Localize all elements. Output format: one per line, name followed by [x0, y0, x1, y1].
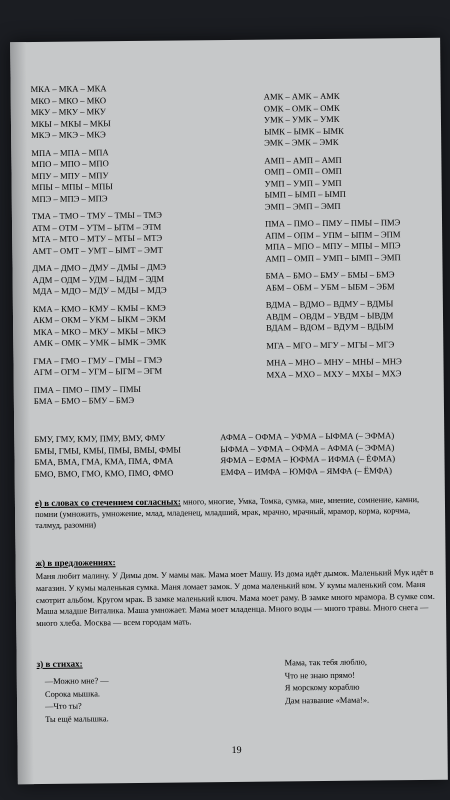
syllable-line: АКМ – ОКМ – УКМ – ЫКМ – ЭКМ	[32, 313, 166, 326]
syllable-line: ВДАМ – ВДОМ – ВДУМ – ВДЫМ	[266, 321, 394, 333]
section-e-words: много, многие, Умка, Томка, сумка, мне, мнение, сомнение, камни, помни (умножить, умножение, млад, младенец, младший, мрак, мрачно, мрачный, мрамор, корма, корчма, талмуд, разомни)	[35, 495, 420, 531]
syllable-line: МДА – МДО – МДУ – МДЫ – МДЭ	[32, 284, 167, 297]
syllable-line: АВДМ – ОВДМ – УВДМ – ЫВДМ	[265, 309, 394, 322]
syllable-group	[32, 261, 222, 297]
syllable-line: ПМА – ПМО – ПМУ – ПМЫ – ПМЭ	[264, 217, 401, 229]
syllable-line: АМП – АМП – АМП	[264, 154, 342, 166]
syllable-line: АГМ – ОГМ – УГМ – ЫГМ – ЭГМ	[33, 365, 163, 378]
poem-line: Сорока мышка.	[44, 688, 101, 699]
syllable-line: ЭМП – ЭМП – ЭМП	[264, 200, 341, 212]
poem-line: —Можно мне? —	[44, 676, 109, 686]
syllable-line: МПА – МПО – МПУ – МПЫ – МПЭ	[265, 240, 401, 252]
syllable-line: ЫМП – ЫМП – ЫМП	[264, 188, 347, 200]
section-z-title: з) в стихах:	[36, 658, 83, 670]
syllable-line: АМП – ОМП – УМП – ЫМП – ЭМП	[265, 251, 401, 264]
poem-left	[45, 674, 196, 726]
syllable-line: АПМ – ОПМ – УПМ – ЫПМ – ЭПМ	[265, 228, 401, 241]
poem-right	[285, 656, 436, 708]
syllable-line: МГА – МГО – МГУ – МГЫ – МГЭ	[266, 338, 395, 351]
section-e	[35, 494, 435, 531]
syllable-line: ТМА – ТМО – ТМУ – ТМЫ – ТМЭ	[31, 209, 162, 222]
syllable-line: КМА – КМО – КМУ – КМЫ – КМЭ	[32, 302, 166, 314]
syllable-line: АМК – ОМК – УМК – ЫМК – ЭМК	[33, 336, 167, 349]
mixed-syllables-block	[34, 430, 434, 479]
syllable-line: УМК – УМК – УМК	[263, 113, 340, 125]
poem-line: Что не знаю прямо!	[284, 670, 356, 680]
syllable-line: ЭМК – ЭМК – ЭМК	[264, 136, 339, 148]
syllable-line: АМК – АМК – АМК	[263, 90, 340, 102]
mixed-syllable-line: ЫФМА – УФМА – ОФМА – АФМА (– ЭФМА)	[220, 441, 395, 454]
syllable-line: МХА – МХО – МХУ – МХЫ – МХЭ	[266, 367, 402, 380]
syllable-line: МПО – МПО – МПО	[31, 158, 109, 170]
syllable-line: МПЭ – МПЭ – МПЭ	[31, 192, 108, 204]
syllable-line: АДМ – ОДМ – УДМ – ЫДМ – ЭДМ	[32, 273, 165, 285]
syllable-line: МКО – МКО – МКО	[30, 94, 107, 106]
page-number: 19	[231, 744, 242, 756]
syllable-line: МКУ – МКУ – МКУ	[30, 106, 106, 118]
mixed-syllable-line: ЯФМА – ЕФМА – ЮФМА – ИФМА (– ЁФМА)	[220, 453, 396, 466]
syllable-line: ОМП – ОМП – ОМП	[264, 165, 342, 177]
syllable-line: УМП – УМП – УМП	[264, 177, 342, 189]
syllable-group	[266, 269, 436, 294]
book-page	[10, 38, 448, 784]
syllable-line: ПМА – ПМО – ПМУ – ПМЫ	[33, 383, 141, 395]
syllable-line: АТМ – ОТМ – УТМ – ЫТМ – ЭТМ	[32, 221, 162, 233]
syllable-line: МНА – МНО – МНУ – МНЫ – МНЭ	[266, 356, 402, 368]
syllable-group	[266, 356, 436, 381]
syllable-line: ДМА – ДМО – ДМУ – ДМЫ – ДМЭ	[32, 261, 167, 274]
syllable-group	[264, 153, 435, 212]
syllable-line: МТА – МТО – МТУ – МТЫ – МТЭ	[32, 232, 163, 245]
syllable-line: ВДМА – ВДМО – ВДМУ – ВДМЫ	[265, 298, 394, 310]
syllable-line: МКА – МКА – МКА	[30, 83, 107, 95]
poem-line: Мама, так тебя люблю,	[284, 657, 368, 668]
syllable-line: ГМА – ГМО – ГМУ – ГМЫ – ГМЭ	[33, 354, 163, 366]
syllable-line: МПЫ – МПЫ – МПЫ	[31, 181, 113, 193]
section-zh-text: Маня любит малину. У Димы дом. У мамы мак. Мама моет Машу. Из дома идёт дымок. Маленький Мук идёт в магазин. У кумы маленькая сумка. Маня ломает замок. У дома маленький ком. У кумы маленький сом. Маня смотрит альбом. Кругом мрак. В замке маленький ключ. Мама моет раму. В замке много мрамора. В сумке сом. Маша младше Виталика. Маша умножает. Мама моет младенца. Много воды — много травы. Много снега — много хлеба. Москва — всем городам мать.	[35, 567, 435, 629]
syllable-group	[265, 217, 435, 265]
poem-line: Я морскому кораблю	[284, 682, 360, 693]
syllable-line: МПА – МПА – МПА	[31, 146, 109, 158]
section-zh-title: ж) в предложениях:	[35, 557, 116, 569]
syllable-group	[34, 383, 224, 408]
mixed-syllables-right	[220, 430, 440, 478]
poem-line: —Что ты?	[45, 701, 82, 711]
section-z	[36, 650, 437, 724]
section-zh	[35, 549, 436, 630]
syllable-line: БМА – БМО – БМУ – БМЭ	[33, 394, 135, 407]
syllable-column-right	[264, 90, 437, 387]
syllable-group	[33, 354, 223, 379]
syllable-group	[266, 298, 436, 334]
syllable-group	[33, 302, 223, 350]
mixed-syllable-line: БМА, ВМА, ГМА, КМА, ПМА, ФМА	[34, 455, 174, 468]
syllable-line: ОМК – ОМК – ОМК	[263, 102, 340, 114]
syllable-line: АБМ – ОБМ – УБМ – ЫБМ – ЭБМ	[265, 280, 395, 293]
syllable-line: МКЫ – МКЫ – МКЫ	[30, 117, 111, 129]
syllable-group	[31, 82, 222, 141]
syllable-line: МКА – МКО – МКУ – МКЫ – МКЭ	[33, 325, 166, 337]
syllable-column-left	[31, 82, 224, 413]
syllable-group	[32, 209, 222, 257]
syllable-line: ЫМК – ЫМК – ЫМК	[264, 125, 344, 137]
syllable-group	[264, 90, 435, 149]
mixed-syllables-left	[34, 432, 194, 480]
section-e-title: е) в словах со стечением согласных:	[34, 496, 181, 509]
poem-line: Ты ещё малышка.	[45, 713, 109, 724]
mixed-syllable-line: БМЫ, ГМЫ, КМЫ, ПМЫ, ВМЫ, ФМЫ	[34, 444, 181, 456]
mixed-syllable-line: АФМА – ОФМА – УФМА – ЫФМА (– ЭФМА)	[220, 430, 395, 443]
syllable-group	[31, 146, 222, 205]
poem-line: Дам название «Мама!».	[284, 695, 370, 705]
syllable-line: МПУ – МПУ – МПУ	[31, 169, 109, 181]
syllable-line: АМТ – ОМТ – УМТ – ЫМТ – ЭМТ	[32, 244, 163, 256]
syllable-line: БМА – БМО – БМУ – БМЫ – БМЭ	[265, 269, 395, 281]
mixed-syllable-line: БМО, ВМО, ГМО, КМО, ПМО, ФМО	[34, 467, 174, 479]
mixed-syllable-line: ЕМФА – ИМФА – ЮМФА – ЯМФА (– ЁМФА)	[220, 464, 392, 477]
syllable-group	[266, 338, 436, 351]
mixed-syllable-line: БМУ, ГМУ, КМУ, ПМУ, ВМУ, ФМУ	[34, 432, 166, 445]
syllable-line: МКЭ – МКЭ – МКЭ	[31, 129, 106, 141]
